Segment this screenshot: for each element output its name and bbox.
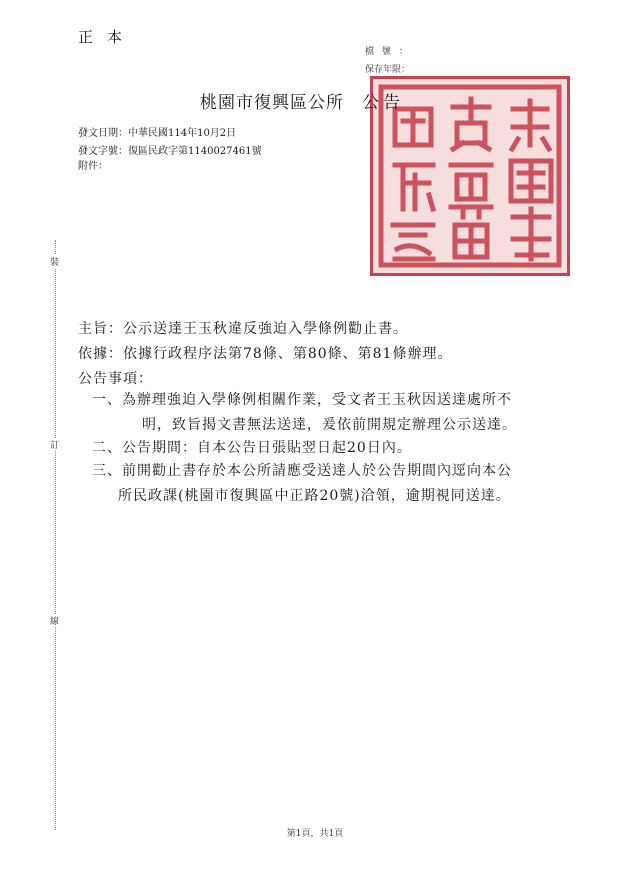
issue-date: 發文日期：中華民國114年10月2日 [78, 128, 237, 139]
basis-line: 依據：依據行政程序法第78條、第80條、第81條辦理。 [78, 346, 453, 362]
item-3-line-1: 三、前開勸止書存於本公所請應受送達人於公告期間內逕向本公 [92, 463, 512, 479]
archive-number-label: 檔號： [365, 47, 417, 57]
binding-line [55, 240, 56, 830]
document-number: 發文字號：復區民政字第1140027461號 [78, 146, 262, 157]
item-3-line-2: 所民政課(桃園市復興區中正路20號)洽領，逾期視同送達。 [118, 488, 511, 504]
attachment-label: 附件： [78, 161, 108, 172]
document-type: 公告 [362, 93, 404, 113]
document-title [200, 88, 404, 113]
binding-mark-bottom: 線 [50, 614, 59, 627]
issuing-agency: 桃園市復興區公所 [200, 93, 344, 113]
binding-mark-middle: 訂 [50, 438, 59, 451]
copy-mark: 正本 [78, 28, 137, 46]
retention-period-label: 保存年限： [365, 65, 411, 75]
items-heading: 公告事項： [78, 371, 153, 387]
item-2: 二、公告期間：自本公告日張貼翌日起20日內。 [92, 440, 412, 456]
item-1-line-1: 一、為辦理強迫入學條例相關作業，受文者王玉秋因送達處所不 [92, 392, 512, 408]
subject-line: 主旨：公示送達王玉秋違反強迫入學條例勸止書。 [78, 321, 408, 337]
item-1-line-2: 明，致旨揭文書無法送達，爰依前開規定辦理公示送達。 [142, 417, 517, 433]
binding-mark-top: 裝 [50, 255, 59, 268]
page-footer: 第1頁，共1頁 [286, 829, 344, 839]
